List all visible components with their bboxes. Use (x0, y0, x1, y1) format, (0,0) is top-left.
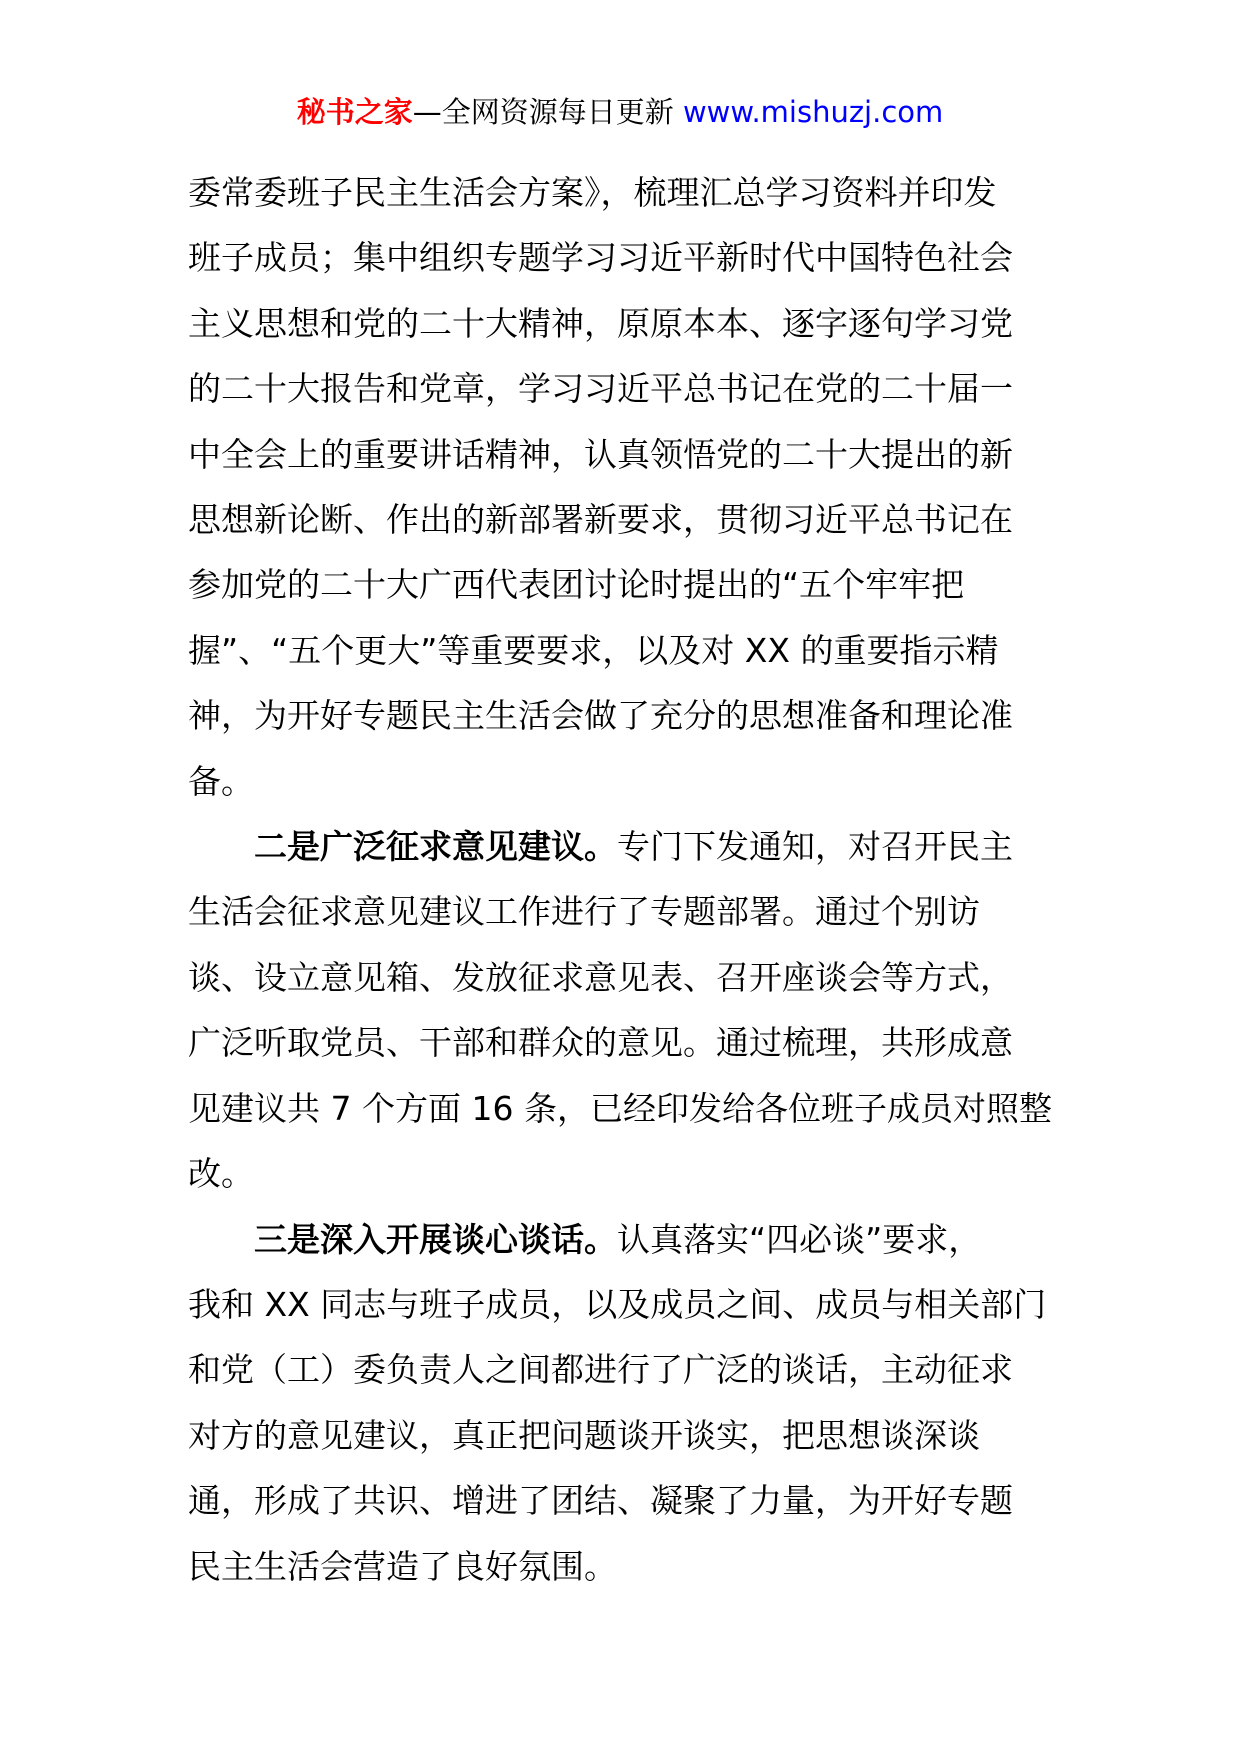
brand-name: 秘书之家 (296, 95, 413, 129)
paragraph-text: 委常委班子民主生活会方案》，梳理汇总学习资料并印发 班子成员；集中组织专题学习习近平新时代中国特色社会 主义思想和党的二十大精神，原原本本、逐字逐句学习党 的二十大报告和党章，学习习近平总书记在党的二十届一 中全会上的重要讲话精神，认真领悟党的二十大提出的新 思想新论断、作出的新部署新要求，贯彻习近平总书记在 参加党的二十大广西代表团讨论时提出的“五个牢牢把 握”、“五个更大”等重要要求，以及对 XX 的重要指示精 神，为开好专题民主生活会做了充分的思想准备和理论准 备。 (188, 173, 1013, 801)
paragraph-text: 认真落实“四必谈”要求， 我和 XX 同志与班子成员，以及成员之间、成员与相关部门 和党（工）委负责人之间都进行了广泛的谈话，主动征求 对方的意见建议，真正把问题谈开谈实，把思想谈深谈 通，形成了共识、增进了团结、凝聚了力量，为开好专题 民主生活会营造了良好氛围。 (188, 1219, 1047, 1586)
header-slogan: —全网资源每日更新 (412, 95, 683, 129)
paragraph-study (188, 160, 1058, 814)
paragraph-lead: 二是广泛征求意见建议。 (188, 827, 617, 867)
paragraph-text: 专门下发通知，对召开民主 生活会征求意见建议工作进行了专题部署。通过个别访 谈、设立意见箱、发放征求意见表、召开座谈会等方式， 广泛听取党员、干部和群众的意见。通过梳理，共形成意 见建议共 7 个方面 16 条，已经印发给各位班子成员对照整 改。 (188, 827, 1052, 1194)
paragraph-lead: 三是深入开展谈心谈话。 (188, 1219, 617, 1259)
document-body (188, 160, 1058, 1599)
paragraph-heart-talks (188, 1207, 1058, 1599)
paragraph-solicit-opinions (188, 814, 1058, 1206)
header-url[interactable]: www.mishuzj.com (682, 95, 944, 129)
page-header (0, 92, 1240, 132)
